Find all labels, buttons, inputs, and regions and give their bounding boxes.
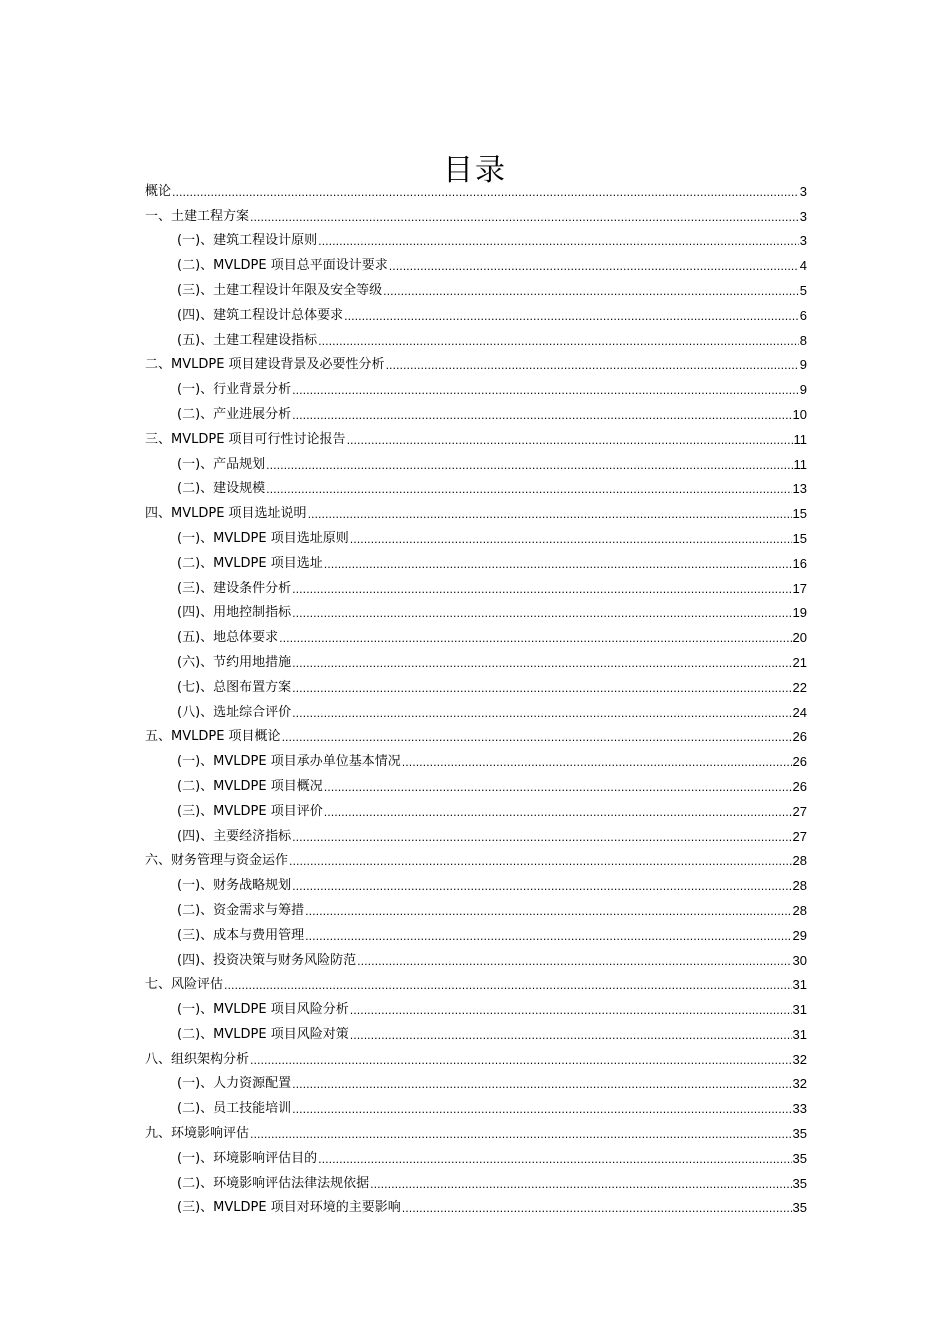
toc-dot-leader bbox=[347, 434, 793, 448]
toc-entry-title: (四)、用地控制指标 bbox=[177, 605, 292, 621]
toc-section-entry[interactable] bbox=[145, 919, 807, 944]
toc-entry-title: (一)、行业背景分析 bbox=[177, 382, 292, 398]
toc-section-entry[interactable] bbox=[145, 869, 807, 894]
toc-dot-leader bbox=[289, 855, 792, 869]
toc-entry-title: 一、土建工程方案 bbox=[145, 208, 250, 224]
toc-dot-leader bbox=[389, 260, 799, 274]
toc-entry-title: (一)、人力资源配置 bbox=[177, 1076, 292, 1092]
toc-page-number: 15 bbox=[792, 506, 807, 522]
toc-section-entry[interactable] bbox=[145, 473, 807, 498]
toc-page-number: 35 bbox=[792, 1175, 807, 1191]
toc-dot-leader bbox=[350, 533, 792, 547]
toc-entry-title: (三)、MVLDPE 项目对环境的主要影响 bbox=[177, 1200, 401, 1216]
toc-section-entry[interactable] bbox=[145, 1092, 807, 1117]
toc-section-entry[interactable] bbox=[145, 646, 807, 671]
toc-entry-title: (一)、建筑工程设计原则 bbox=[177, 233, 318, 249]
toc-section-entry[interactable] bbox=[145, 993, 807, 1018]
toc-entry-title: (四)、建筑工程设计总体要求 bbox=[177, 307, 344, 323]
toc-dot-leader bbox=[279, 632, 791, 646]
toc-page-number: 33 bbox=[792, 1101, 807, 1117]
toc-dot-leader bbox=[292, 384, 799, 398]
toc-page-number: 28 bbox=[792, 902, 807, 918]
toc-dot-leader bbox=[308, 508, 792, 522]
toc-entry-title: (五)、土建工程建设指标 bbox=[177, 332, 318, 348]
toc-section-entry[interactable] bbox=[145, 621, 807, 646]
toc-dot-leader bbox=[370, 1178, 791, 1192]
toc-dot-leader bbox=[292, 1103, 791, 1117]
toc-entry-title: (五)、地总体要求 bbox=[177, 630, 279, 646]
toc-entry-title: (一)、产品规划 bbox=[177, 456, 266, 472]
toc-entry-title: (二)、员工技能培训 bbox=[177, 1101, 292, 1117]
toc-entry-title: 概论 bbox=[145, 183, 172, 199]
toc-entry-title: (三)、MVLDPE 项目评价 bbox=[177, 803, 323, 819]
toc-chapter-entry[interactable] bbox=[145, 1043, 807, 1068]
toc-dot-leader bbox=[305, 930, 791, 944]
toc-chapter-entry[interactable] bbox=[145, 969, 807, 994]
toc-section-entry[interactable] bbox=[145, 696, 807, 721]
toc-page-number: 35 bbox=[792, 1200, 807, 1216]
toc-entry-title: (二)、MVLDPE 项目风险对策 bbox=[177, 1026, 349, 1042]
toc-section-entry[interactable] bbox=[145, 324, 807, 349]
toc-dot-leader bbox=[250, 211, 799, 225]
toc-entry-title: 四、MVLDPE 项目选址说明 bbox=[145, 506, 307, 522]
toc-dot-leader bbox=[292, 657, 791, 671]
toc-page-number: 28 bbox=[792, 878, 807, 894]
toc-dot-leader bbox=[324, 806, 792, 820]
toc-dot-leader bbox=[266, 483, 791, 497]
toc-page-number: 11 bbox=[793, 456, 807, 472]
toc-entry-title: (二)、资金需求与筹措 bbox=[177, 902, 305, 918]
toc-page-number: 13 bbox=[792, 481, 807, 497]
toc-section-entry[interactable] bbox=[145, 1167, 807, 1192]
toc-page-number: 4 bbox=[799, 258, 807, 274]
toc-entry-title: (八)、选址综合评价 bbox=[177, 704, 292, 720]
toc-entry-title: (一)、MVLDPE 项目承办单位基本情况 bbox=[177, 754, 401, 770]
toc-dot-leader bbox=[318, 335, 799, 349]
toc-chapter-entry[interactable] bbox=[145, 721, 807, 746]
toc-section-entry[interactable] bbox=[145, 373, 807, 398]
toc-page-number: 22 bbox=[792, 679, 807, 695]
toc-dot-leader bbox=[172, 186, 799, 200]
toc-dot-leader bbox=[344, 310, 799, 324]
toc-page-number: 3 bbox=[799, 208, 807, 224]
toc-dot-leader bbox=[292, 831, 791, 845]
toc-page-number: 26 bbox=[792, 754, 807, 770]
toc-entry-title: 九、环境影响评估 bbox=[145, 1126, 250, 1142]
toc-dot-leader bbox=[292, 583, 791, 597]
toc-page-number: 20 bbox=[792, 630, 807, 646]
toc-dot-leader bbox=[224, 979, 792, 993]
toc-section-entry[interactable] bbox=[145, 1192, 807, 1217]
toc-section-entry[interactable] bbox=[145, 820, 807, 845]
toc-page-number: 11 bbox=[793, 431, 807, 447]
toc-section-entry[interactable] bbox=[145, 1142, 807, 1167]
toc-page-number: 31 bbox=[792, 1026, 807, 1042]
toc-section-entry[interactable] bbox=[145, 398, 807, 423]
toc-entry-title: (四)、投资决策与财务风险防范 bbox=[177, 952, 357, 968]
toc-page-number: 26 bbox=[792, 729, 807, 745]
toc-page-number: 21 bbox=[792, 654, 807, 670]
toc-entry-title: 七、风险评估 bbox=[145, 977, 224, 993]
toc-chapter-entry[interactable] bbox=[145, 497, 807, 522]
toc-dot-leader bbox=[350, 1029, 792, 1043]
toc-entry-title: (三)、建设条件分析 bbox=[177, 580, 292, 596]
toc-entry-title: (二)、MVLDPE 项目总平面设计要求 bbox=[177, 258, 388, 274]
toc-entry-title: (四)、主要经济指标 bbox=[177, 828, 292, 844]
toc-page-number: 19 bbox=[792, 605, 807, 621]
toc-section-entry[interactable] bbox=[145, 274, 807, 299]
toc-section-entry[interactable] bbox=[145, 299, 807, 324]
toc-entry-title: (一)、财务战略规划 bbox=[177, 878, 292, 894]
toc-dot-leader bbox=[266, 459, 792, 473]
toc-dot-leader bbox=[402, 1202, 792, 1216]
toc-section-entry[interactable] bbox=[145, 944, 807, 969]
toc-dot-leader bbox=[318, 1153, 791, 1167]
toc-dot-leader bbox=[402, 756, 792, 770]
toc-chapter-entry[interactable] bbox=[145, 845, 807, 870]
toc-dot-leader bbox=[324, 781, 792, 795]
toc-section-entry[interactable] bbox=[145, 547, 807, 572]
toc-page-number: 8 bbox=[799, 332, 807, 348]
toc-dot-leader bbox=[292, 1078, 791, 1092]
toc-dot-leader bbox=[292, 607, 791, 621]
toc-page-number: 32 bbox=[792, 1076, 807, 1092]
toc-dot-leader bbox=[250, 1054, 792, 1068]
toc-entry-title: 八、组织架构分析 bbox=[145, 1051, 250, 1067]
toc-section-entry[interactable] bbox=[145, 894, 807, 919]
toc-entry-title: (一)、环境影响评估目的 bbox=[177, 1150, 318, 1166]
toc-page-number: 9 bbox=[799, 357, 807, 373]
toc-dot-leader bbox=[350, 1004, 792, 1018]
toc-page-number: 10 bbox=[792, 406, 807, 422]
toc-entry-title: (三)、成本与费用管理 bbox=[177, 927, 305, 943]
toc-entry-title: (一)、MVLDPE 项目选址原则 bbox=[177, 530, 349, 546]
toc-page-number: 30 bbox=[792, 952, 807, 968]
toc-entry-title: (二)、环境影响评估法律法规依据 bbox=[177, 1175, 370, 1191]
toc-section-entry[interactable] bbox=[145, 448, 807, 473]
toc-chapter-entry[interactable] bbox=[145, 423, 807, 448]
toc-dot-leader bbox=[250, 1128, 792, 1142]
toc-page-number: 29 bbox=[792, 927, 807, 943]
toc-entry-title: (二)、MVLDPE 项目概况 bbox=[177, 778, 323, 794]
toc-page-number: 32 bbox=[792, 1051, 807, 1067]
toc-page-number: 27 bbox=[792, 828, 807, 844]
toc-list bbox=[145, 175, 807, 1216]
toc-dot-leader bbox=[318, 235, 799, 249]
toc-page-number: 17 bbox=[792, 580, 807, 596]
toc-page-number: 26 bbox=[792, 778, 807, 794]
toc-section-entry[interactable] bbox=[145, 795, 807, 820]
toc-section-entry[interactable] bbox=[145, 572, 807, 597]
toc-page-number: 16 bbox=[792, 555, 807, 571]
toc-dot-leader bbox=[282, 731, 792, 745]
toc-section-entry[interactable] bbox=[145, 770, 807, 795]
toc-page-number: 31 bbox=[792, 1002, 807, 1018]
toc-chapter-entry[interactable] bbox=[145, 1117, 807, 1142]
toc-page-number: 27 bbox=[792, 803, 807, 819]
toc-page-number: 6 bbox=[799, 307, 807, 323]
toc-page-number: 35 bbox=[792, 1150, 807, 1166]
toc-page-number: 9 bbox=[799, 382, 807, 398]
toc-entry-title: (一)、MVLDPE 项目风险分析 bbox=[177, 1002, 349, 1018]
toc-page-number: 24 bbox=[792, 704, 807, 720]
toc-page-number: 15 bbox=[792, 530, 807, 546]
toc-entry-title: (六)、节约用地措施 bbox=[177, 654, 292, 670]
toc-page-number: 3 bbox=[799, 233, 807, 249]
toc-title: 目录 bbox=[443, 153, 507, 189]
toc-entry-title: 五、MVLDPE 项目概论 bbox=[145, 729, 281, 745]
toc-dot-leader bbox=[292, 409, 791, 423]
toc-dot-leader bbox=[292, 707, 791, 721]
toc-dot-leader bbox=[292, 682, 791, 696]
toc-entry-title: 二、MVLDPE 项目建设背景及必要性分析 bbox=[145, 357, 385, 373]
toc-page-number: 31 bbox=[792, 977, 807, 993]
toc-section-entry[interactable] bbox=[145, 745, 807, 770]
toc-page-number: 35 bbox=[792, 1126, 807, 1142]
toc-entry-title: 六、财务管理与资金运作 bbox=[145, 853, 289, 869]
toc-dot-leader bbox=[292, 880, 791, 894]
toc-section-entry[interactable] bbox=[145, 597, 807, 622]
toc-page-number: 3 bbox=[799, 183, 807, 199]
toc-entry-title: (七)、总图布置方案 bbox=[177, 679, 292, 695]
toc-dot-leader bbox=[357, 955, 791, 969]
toc-section-entry[interactable] bbox=[145, 249, 807, 274]
toc-dot-leader bbox=[386, 359, 799, 373]
toc-chapter-entry[interactable] bbox=[145, 349, 807, 374]
toc-entry-title: (二)、产业进展分析 bbox=[177, 406, 292, 422]
toc-chapter-entry[interactable] bbox=[145, 175, 807, 200]
toc-section-entry[interactable] bbox=[145, 1068, 807, 1093]
toc-section-entry[interactable] bbox=[145, 1018, 807, 1043]
toc-section-entry[interactable] bbox=[145, 522, 807, 547]
toc-entry-title: (二)、MVLDPE 项目选址 bbox=[177, 555, 323, 571]
toc-page-number: 5 bbox=[799, 282, 807, 298]
toc-entry-title: (三)、土建工程设计年限及安全等级 bbox=[177, 282, 383, 298]
toc-section-entry[interactable] bbox=[145, 225, 807, 250]
toc-entry-title: 三、MVLDPE 项目可行性讨论报告 bbox=[145, 431, 346, 447]
toc-dot-leader bbox=[383, 285, 799, 299]
toc-chapter-entry[interactable] bbox=[145, 200, 807, 225]
toc-section-entry[interactable] bbox=[145, 671, 807, 696]
toc-dot-leader bbox=[324, 558, 792, 572]
toc-page-number: 28 bbox=[792, 853, 807, 869]
toc-dot-leader bbox=[305, 905, 791, 919]
toc-entry-title: (二)、建设规模 bbox=[177, 481, 266, 497]
